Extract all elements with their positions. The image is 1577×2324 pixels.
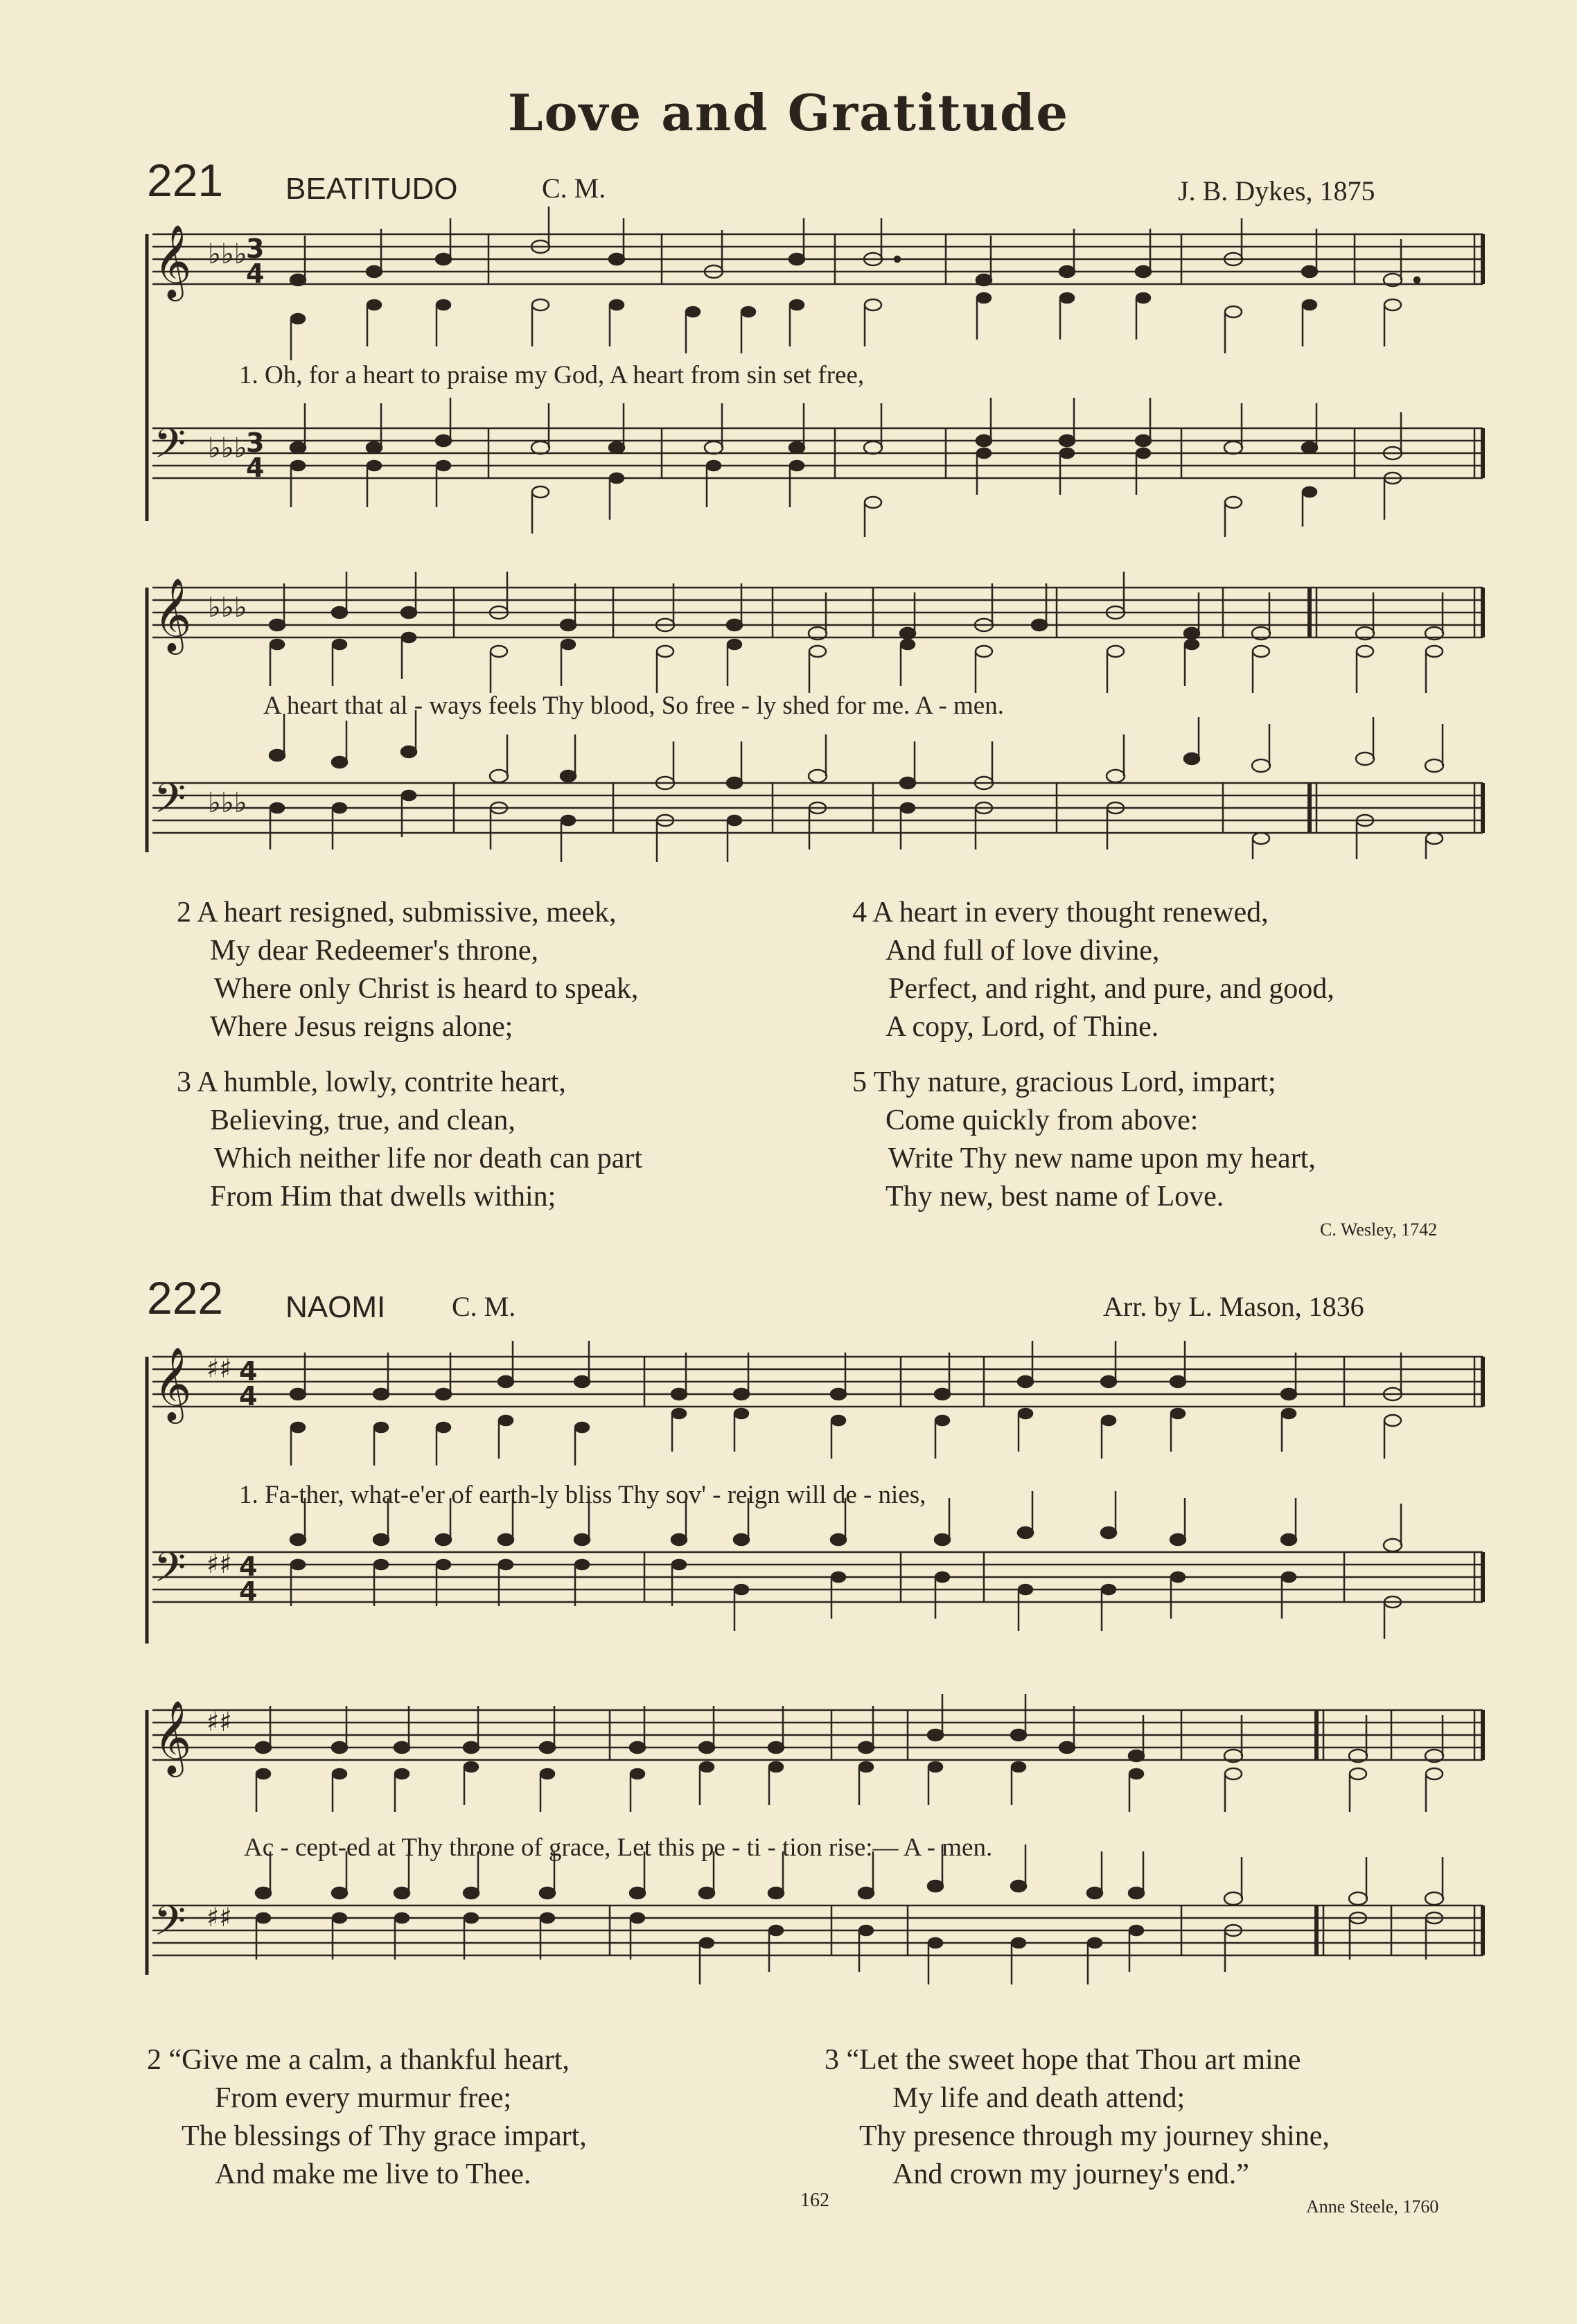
meter-221: C. M. — [542, 173, 606, 204]
verse-line: Thy presence through my journey shine, — [859, 2120, 1330, 2152]
page-number: 162 — [800, 2190, 829, 2211]
svg-text:4: 4 — [239, 1356, 258, 1387]
verse-line: 5 Thy nature, gracious Lord, impart; — [852, 1066, 1276, 1098]
svg-text:𝄞: 𝄞 — [154, 577, 192, 651]
hymn-number-221: 221 — [147, 155, 224, 206]
svg-text:𝄞: 𝄞 — [154, 1346, 192, 1420]
verse-line: Where Jesus reigns alone; — [210, 1011, 513, 1043]
verse-line: 2 “Give me a calm, a thankful heart, — [147, 2044, 570, 2076]
verse-line: And crown my journey's end.” — [892, 2158, 1249, 2190]
verse-line: Write Thy new name upon my heart, — [888, 1143, 1316, 1174]
verse-line: Perfect, and right, and pure, and good, — [888, 973, 1334, 1005]
svg-text:♭♭♭: ♭♭♭ — [208, 592, 247, 624]
svg-text:♭♭♭: ♭♭♭ — [208, 787, 247, 819]
svg-text:4: 4 — [239, 1551, 258, 1582]
verse-line: And make me live to Thee. — [215, 2158, 531, 2190]
svg-text:3: 3 — [246, 428, 265, 458]
verse-line: A copy, Lord, of Thine. — [886, 1011, 1159, 1043]
hymn-221-verse-5 — [852, 1064, 1316, 1216]
svg-text:♭♭♭: ♭♭♭ — [208, 238, 247, 270]
verse-line: Thy new, best name of Love. — [886, 1181, 1224, 1213]
svg-text:♯♯: ♯♯ — [206, 1707, 232, 1737]
svg-text:𝄞: 𝄞 — [154, 1700, 192, 1774]
svg-text:4: 4 — [239, 1381, 258, 1411]
svg-text:4: 4 — [246, 452, 265, 483]
hymn-222-author: Anne Steele, 1760 — [1306, 2197, 1439, 2217]
composer-222: Arr. by L. Mason, 1836 — [1103, 1291, 1364, 1322]
svg-text:3: 3 — [246, 234, 265, 264]
hymn-222-lyrics-line-2: Ac - cept-ed at Thy throne of grace, Let this pe - ti - tion rise:— A - men. — [244, 1833, 993, 1862]
verse-line: My life and death attend; — [892, 2082, 1186, 2114]
verse-line: The blessings of Thy grace impart, — [182, 2120, 587, 2152]
svg-text:𝄢: 𝄢 — [154, 1896, 186, 1955]
verse-line: Come quickly from above: — [886, 1104, 1199, 1136]
meter-222: C. M. — [452, 1291, 516, 1322]
hymn-221-verse-3 — [177, 1064, 642, 1216]
svg-text:♯♯: ♯♯ — [206, 1549, 232, 1579]
verse-line: My dear Redeemer's throne, — [210, 935, 539, 967]
hymn-221-verse-2 — [177, 894, 638, 1046]
verse-line: 3 A humble, lowly, contrite heart, — [177, 1066, 566, 1098]
svg-text:♭♭♭: ♭♭♭ — [208, 432, 247, 464]
verse-line: From every murmur free; — [215, 2082, 512, 2114]
music-system-221-2 — [139, 575, 1486, 866]
svg-text:𝄢: 𝄢 — [154, 1543, 186, 1601]
svg-text:♯♯: ♯♯ — [206, 1902, 232, 1933]
hymn-221-lyrics-line-1: 1. Oh, for a heart to praise my God, A heart from sin set free, — [239, 361, 865, 389]
hymn-221-lyrics-line-2: A heart that al - ways feels Thy blood, So free - ly shed for me. A - men. — [263, 692, 1004, 720]
composer-221: J. B. Dykes, 1875 — [1178, 175, 1375, 206]
verse-line: 2 A heart resigned, submissive, meek, — [177, 897, 617, 928]
hymn-222-verse-2 — [147, 2041, 587, 2194]
hymn-221-verse-4 — [852, 894, 1334, 1046]
verse-line: And full of love divine, — [886, 935, 1160, 967]
verse-line: 3 “Let the sweet hope that Thou art mine — [825, 2044, 1301, 2076]
hymn-222-lyrics-line-1: 1. Fa-ther, what-e'er of earth-ly bliss Thy sov' - reign will de - nies, — [239, 1481, 926, 1509]
tune-name-222: NAOMI — [285, 1290, 386, 1324]
svg-text:♯♯: ♯♯ — [206, 1353, 232, 1384]
verse-line: Believing, true, and clean, — [210, 1104, 516, 1136]
verse-line: From Him that dwells within; — [210, 1181, 556, 1213]
section-title: Love and Gratitude — [507, 83, 1070, 142]
svg-text:4: 4 — [239, 1576, 258, 1607]
svg-text:𝄢: 𝄢 — [154, 774, 186, 832]
hymn-number-222: 222 — [147, 1272, 224, 1323]
svg-text:𝄞: 𝄞 — [154, 224, 192, 298]
tune-name-221: BEATITUDO — [285, 172, 458, 206]
verse-line: 4 A heart in every thought renewed, — [852, 897, 1269, 928]
hymn-222-verse-3 — [825, 2041, 1330, 2194]
hymn-221-author: C. Wesley, 1742 — [1320, 1220, 1438, 1240]
svg-text:𝄢: 𝄢 — [154, 419, 186, 477]
verse-line: Which neither life nor death can part — [214, 1143, 643, 1174]
svg-text:4: 4 — [246, 258, 265, 289]
verse-line: Where only Christ is heard to speak, — [214, 973, 639, 1005]
